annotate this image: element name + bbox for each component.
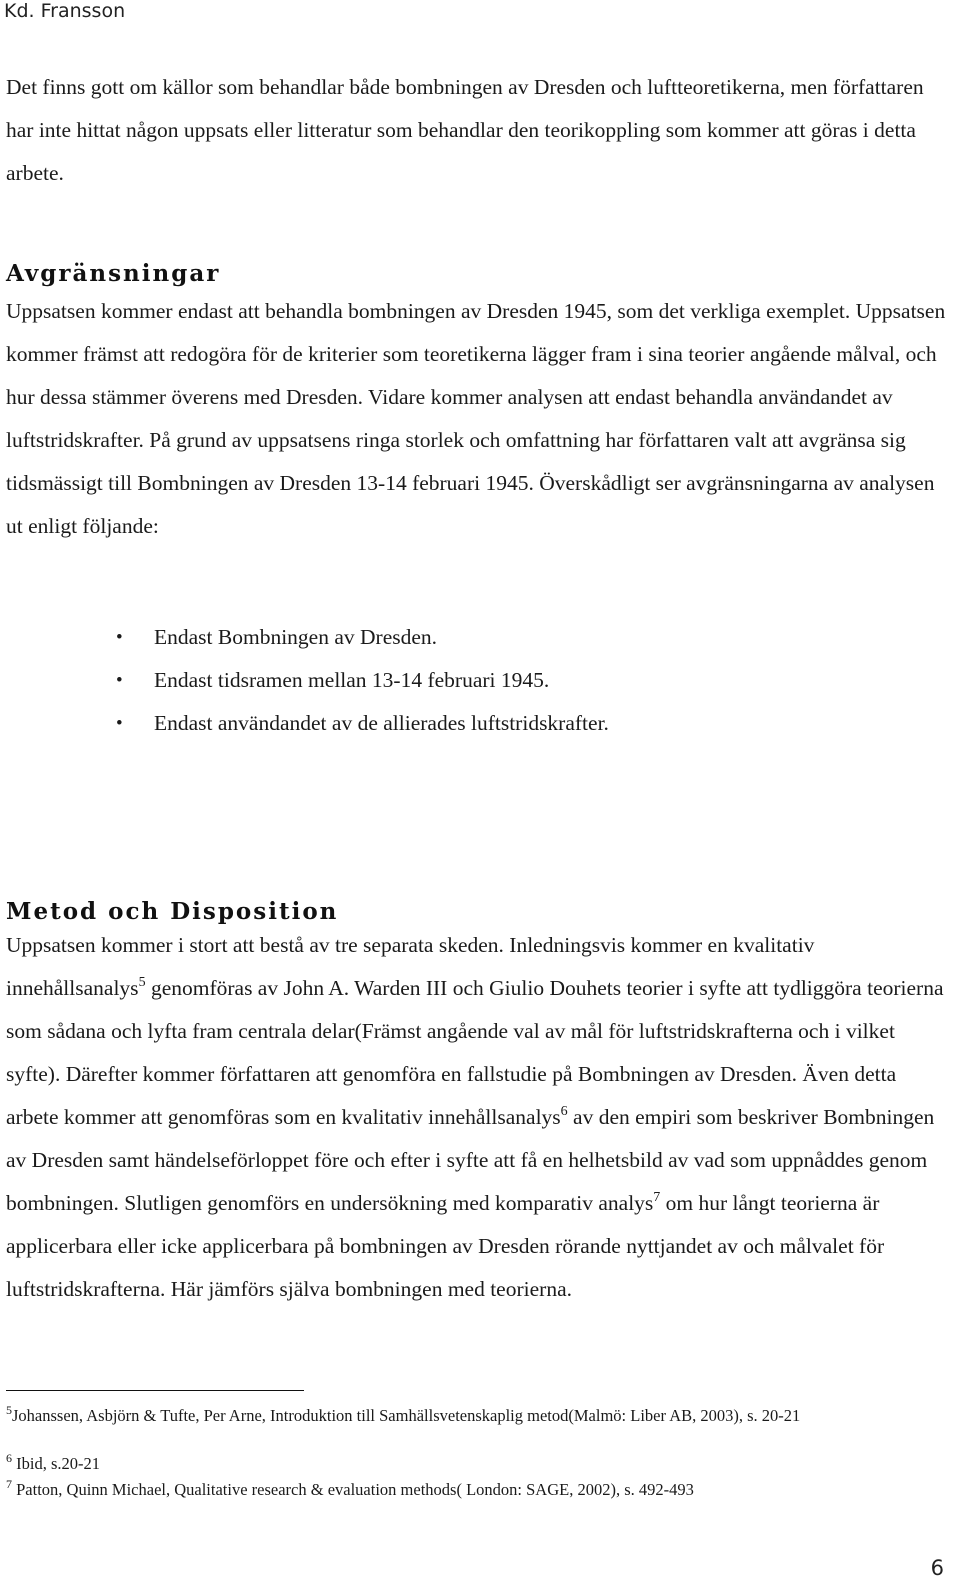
footnote-7: $^7$ Patton, Quinn Michael, Qualitative research & evaluation methods( London: SAGE, 2002), s. 492-493	[6, 1477, 694, 1499]
footnote-ref[interactable]: 6	[560, 1104, 568, 1119]
footnote-ref[interactable]: 7	[653, 1190, 661, 1205]
list-item: • Endast tidsramen mellan 13-14 februari 1945.	[116, 659, 609, 702]
bullet-icon: •	[116, 713, 123, 734]
list-item: • Endast Bombningen av Dresden.	[116, 616, 609, 659]
footnote-5: $^5$Johanssen, Asbjörn & Tufte, Per Arne, Introduktion till Samhällsvetenskaplig metod(Malmö: Liber AB, 2003), s. 20-21	[6, 1403, 801, 1425]
footnote-6: $^6$ Ibid, s.20-21	[6, 1451, 100, 1473]
running-header: Kd. Fransson	[4, 0, 126, 22]
list-item: • Endast användandet av de allierades luftstridskrafter.	[116, 702, 609, 745]
section-heading-metod: Metod och Disposition	[6, 898, 339, 925]
footnote-divider	[6, 1390, 304, 1391]
page-number: 6	[930, 1556, 944, 1580]
bullet-icon: •	[116, 627, 123, 648]
footnote-ref[interactable]: 5	[138, 975, 146, 990]
avgransningar-paragraph: Uppsatsen kommer endast att behandla bombningen av Dresden 1945, som det verkliga exemplet. Uppsatsen kommer främst att redogöra för de kriterier som teoretikerna lägger fram i sina teorier angående målval, och hur dessa stämmer överens med Dresden. Vidare kommer analysen att endast behandla användandet av luftstridskrafter. På grund av uppsatsens ringa storlek och omfattning har författaren valt att avgränsa sig tidsmässigt till Bombningen av Dresden 13-14 februari 1945. Överskådligt ser avgränsningarna av analysen ut enligt följande:	[6, 299, 946, 538]
metod-paragraph: Uppsatsen kommer i stort att bestå av tre separata skeden. Inledningsvis kommer en kvalitativ innehållsanalys$^5$ genomföras av John A. Warden III och Giulio Douhets teorier i syfte att tydliggöra teorierna som sådana och lyfta fram centrala delar(Främst angående val av mål för luftstridskrafterna och i vilket syfte). Därefter kommer författaren att genomföra en fallstudie på Bombningen av Dresden. Även detta arbete kommer att genomföras som en kvalitativ innehållsanalys$^6$ av den empiri som beskriver Bombningen av Dresden samt händelseförloppet före och efter i syfte att få en helhetsbild av vad som uppnåddes genom bombningen. Slutligen genomförs en undersökning med komparativ analys$^7$ om hur långt teorierna är applicerbara eller icke applicerbara på bombningen av Dresden rörande nyttjandet av och målvalet för luftstridskrafterna. Här jämförs själva bombningen med teorierna.	[6, 933, 944, 1301]
section-heading-avgransningar: Avgränsningar	[6, 260, 221, 287]
bullet-icon: •	[116, 670, 123, 691]
intro-paragraph: Det finns gott om källor som behandlar både bombningen av Dresden och luftteoretikerna, men författaren har inte hittat någon uppsats eller litteratur som behandlar den teorikoppling som kommer att göras i detta arbete.	[6, 75, 924, 185]
avgransningar-list	[116, 616, 609, 745]
